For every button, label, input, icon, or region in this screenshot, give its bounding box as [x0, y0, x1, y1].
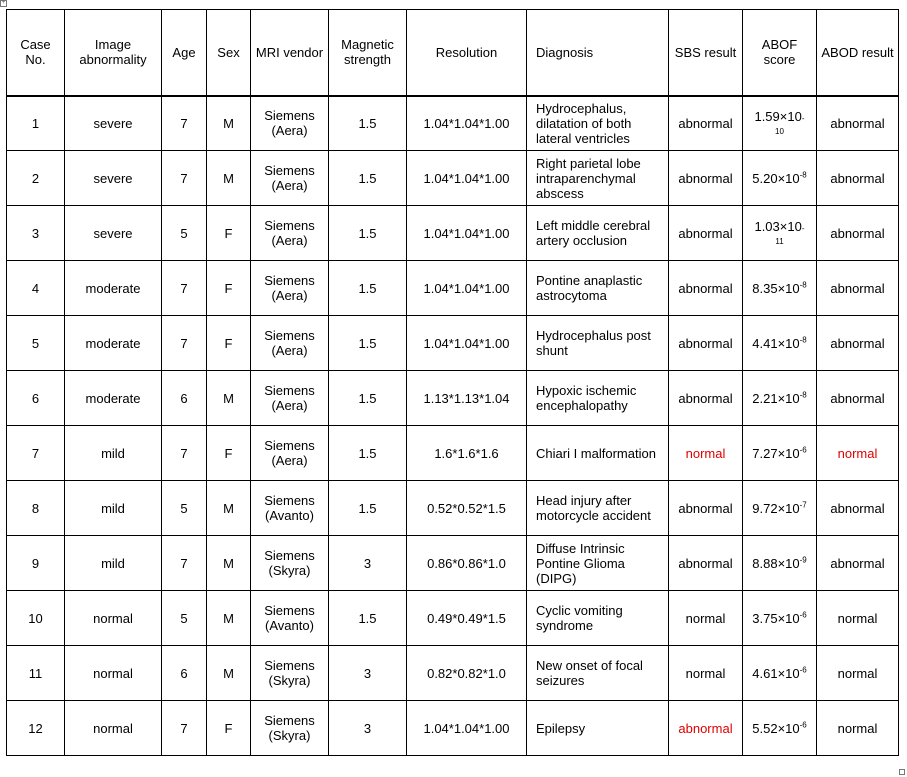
cell-case-no: 3 — [7, 206, 65, 261]
abof-exponent: -6 — [799, 445, 807, 455]
cell-magnetic-strength: 1.5 — [329, 316, 407, 371]
cell-sex: M — [207, 371, 251, 426]
cell-sbs-result: abnormal — [669, 96, 743, 151]
table-row — [7, 426, 899, 481]
times-ten-glyph: ×10 — [779, 108, 802, 124]
abof-value — [752, 391, 807, 406]
abof-value — [752, 611, 807, 626]
cell-abof-score — [743, 96, 817, 151]
table-row — [7, 701, 899, 756]
table-row — [7, 591, 899, 646]
cell-sex: M — [207, 96, 251, 151]
cell-magnetic-strength: 1.5 — [329, 426, 407, 481]
cell-mri-vendor: Siemens (Aera) — [251, 261, 329, 316]
cell-resolution: 0.52*0.52*1.5 — [407, 481, 527, 536]
cell-case-no: 4 — [7, 261, 65, 316]
cell-resolution: 1.04*1.04*1.00 — [407, 316, 527, 371]
table-row — [7, 481, 899, 536]
cell-case-no: 9 — [7, 536, 65, 591]
table-row — [7, 316, 899, 371]
times-ten-glyph: ×10 — [777, 170, 800, 186]
cell-case-no: 8 — [7, 481, 65, 536]
cell-image-abnormality: normal — [65, 591, 162, 646]
abof-value — [752, 666, 807, 681]
cell-age: 6 — [162, 646, 207, 701]
column-header-image-abnormality: Image abnormality — [65, 10, 162, 96]
cell-mri-vendor: Siemens (Avanto) — [251, 481, 329, 536]
abof-value — [752, 721, 807, 736]
cell-image-abnormality: moderate — [65, 261, 162, 316]
cell-image-abnormality: normal — [65, 646, 162, 701]
cell-abof-score — [743, 536, 817, 591]
cell-abof-score — [743, 591, 817, 646]
cell-mri-vendor: Siemens (Aera) — [251, 151, 329, 206]
results-table — [6, 9, 899, 756]
column-header-abod-result: ABOD result — [817, 10, 899, 96]
times-ten-glyph: ×10 — [777, 445, 800, 461]
cell-sbs-result: abnormal — [669, 316, 743, 371]
column-header-diagnosis: Diagnosis — [527, 10, 669, 96]
cell-resolution: 1.6*1.6*1.6 — [407, 426, 527, 481]
cell-diagnosis: Diffuse Intrinsic Pontine Glioma (DIPG) — [527, 536, 669, 591]
cell-case-no: 6 — [7, 371, 65, 426]
cell-resolution: 0.82*0.82*1.0 — [407, 646, 527, 701]
cell-diagnosis: Cyclic vomiting syndrome — [527, 591, 669, 646]
cell-abof-score — [743, 481, 817, 536]
cell-image-abnormality: severe — [65, 151, 162, 206]
abof-mantissa: 2.21 — [752, 390, 778, 406]
cell-age: 5 — [162, 481, 207, 536]
cell-mri-vendor: Siemens (Aera) — [251, 426, 329, 481]
cell-abod-result: normal — [817, 646, 899, 701]
table-body — [7, 96, 899, 756]
cell-sbs-result: abnormal — [669, 261, 743, 316]
abof-exponent: -9 — [799, 555, 807, 565]
abof-exponent: -6 — [799, 665, 807, 675]
cell-abof-score — [743, 151, 817, 206]
cell-resolution: 0.86*0.86*1.0 — [407, 536, 527, 591]
times-ten-glyph: ×10 — [777, 720, 800, 736]
abof-exponent: -10 — [775, 113, 805, 136]
abof-mantissa: 4.61 — [752, 665, 778, 681]
abof-exponent: -7 — [799, 500, 807, 510]
abof-exponent: -8 — [799, 170, 807, 180]
cell-case-no: 2 — [7, 151, 65, 206]
cell-image-abnormality: mild — [65, 481, 162, 536]
abof-mantissa: 8.88 — [752, 555, 778, 571]
times-ten-glyph: ×10 — [777, 280, 800, 296]
cell-age: 7 — [162, 426, 207, 481]
cell-sex: F — [207, 206, 251, 261]
table-resize-handle-icon[interactable] — [899, 769, 905, 775]
abof-exponent: -8 — [799, 280, 807, 290]
table-row — [7, 151, 899, 206]
cell-abod-result: abnormal — [817, 316, 899, 371]
table-row — [7, 536, 899, 591]
times-ten-glyph: ×10 — [777, 500, 800, 516]
cell-abof-score — [743, 701, 817, 756]
abof-value — [752, 446, 807, 461]
cell-resolution: 1.13*1.13*1.04 — [407, 371, 527, 426]
cell-mri-vendor: Siemens (Aera) — [251, 96, 329, 151]
cell-case-no: 11 — [7, 646, 65, 701]
times-ten-glyph: ×10 — [777, 390, 800, 406]
cell-sex: F — [207, 701, 251, 756]
cell-magnetic-strength: 3 — [329, 536, 407, 591]
cell-age: 7 — [162, 536, 207, 591]
cell-age: 6 — [162, 371, 207, 426]
cell-image-abnormality: severe — [65, 96, 162, 151]
cell-age: 5 — [162, 591, 207, 646]
cell-sbs-result: normal — [669, 591, 743, 646]
cell-image-abnormality: severe — [65, 206, 162, 261]
cell-sex: M — [207, 481, 251, 536]
cell-resolution: 1.04*1.04*1.00 — [407, 261, 527, 316]
column-header-abof-score: ABOF score — [743, 10, 817, 96]
cell-resolution: 1.04*1.04*1.00 — [407, 206, 527, 261]
times-ten-glyph: ×10 — [777, 335, 800, 351]
header-row — [7, 10, 899, 96]
cell-sex: M — [207, 151, 251, 206]
cell-magnetic-strength: 1.5 — [329, 591, 407, 646]
cell-resolution: 0.49*0.49*1.5 — [407, 591, 527, 646]
cell-abod-result: abnormal — [817, 536, 899, 591]
cell-sex: F — [207, 426, 251, 481]
table-move-handle-icon[interactable]: + — [1, 0, 6, 6]
cell-abod-result: normal — [817, 701, 899, 756]
column-header-resolution: Resolution — [407, 10, 527, 96]
abof-mantissa: 7.27 — [752, 445, 778, 461]
abof-value — [752, 220, 808, 246]
abof-value — [752, 110, 808, 136]
cell-mri-vendor: Siemens (Aera) — [251, 316, 329, 371]
cell-age: 7 — [162, 96, 207, 151]
column-header-sex: Sex — [207, 10, 251, 96]
abof-mantissa: 1.59 — [754, 108, 780, 124]
table-row — [7, 261, 899, 316]
abof-value — [752, 171, 807, 186]
cell-abof-score — [743, 316, 817, 371]
cell-diagnosis: Pontine anaplastic astrocytoma — [527, 261, 669, 316]
abof-mantissa: 4.41 — [752, 335, 778, 351]
times-ten-glyph: ×10 — [777, 555, 800, 571]
cell-sbs-result: abnormal — [669, 536, 743, 591]
cell-age: 7 — [162, 261, 207, 316]
cell-magnetic-strength: 1.5 — [329, 371, 407, 426]
cell-sbs-result: abnormal — [669, 481, 743, 536]
cell-case-no: 12 — [7, 701, 65, 756]
table-row — [7, 646, 899, 701]
cell-diagnosis: Hydrocephalus post shunt — [527, 316, 669, 371]
abof-value — [752, 556, 807, 571]
cell-mri-vendor: Siemens (Aera) — [251, 371, 329, 426]
abof-mantissa: 3.75 — [752, 610, 778, 626]
abof-exponent: -8 — [799, 335, 807, 345]
cell-abod-result: abnormal — [817, 371, 899, 426]
cell-image-abnormality: mild — [65, 426, 162, 481]
cell-diagnosis: Right parietal lobe intraparenchymal abscess — [527, 151, 669, 206]
cell-mri-vendor: Siemens (Skyra) — [251, 701, 329, 756]
abof-mantissa: 8.35 — [752, 280, 778, 296]
column-header-magnetic-strength: Magnetic strength — [329, 10, 407, 96]
cell-case-no: 1 — [7, 96, 65, 151]
cell-mri-vendor: Siemens (Skyra) — [251, 646, 329, 701]
cell-abof-score — [743, 261, 817, 316]
cell-diagnosis: Chiari I malformation — [527, 426, 669, 481]
cell-diagnosis: Epilepsy — [527, 701, 669, 756]
cell-abod-result: abnormal — [817, 151, 899, 206]
cell-diagnosis: Hypoxic ischemic encephalopathy — [527, 371, 669, 426]
cell-resolution: 1.04*1.04*1.00 — [407, 96, 527, 151]
cell-sex: M — [207, 591, 251, 646]
cell-age: 7 — [162, 151, 207, 206]
column-header-age: Age — [162, 10, 207, 96]
cell-magnetic-strength: 1.5 — [329, 151, 407, 206]
times-ten-glyph: ×10 — [777, 610, 800, 626]
column-header-mri-vendor: MRI vendor — [251, 10, 329, 96]
cell-abof-score — [743, 426, 817, 481]
cell-abod-result: abnormal — [817, 481, 899, 536]
cell-magnetic-strength: 1.5 — [329, 481, 407, 536]
cell-image-abnormality: mild — [65, 536, 162, 591]
cell-abof-score — [743, 646, 817, 701]
cell-image-abnormality: normal — [65, 701, 162, 756]
cell-image-abnormality: moderate — [65, 316, 162, 371]
cell-mri-vendor: Siemens (Aera) — [251, 206, 329, 261]
cell-sbs-result: abnormal — [669, 151, 743, 206]
cell-age: 7 — [162, 316, 207, 371]
cell-abof-score — [743, 206, 817, 261]
abof-value — [752, 501, 807, 516]
cell-abod-result: normal — [817, 426, 899, 481]
cell-magnetic-strength: 1.5 — [329, 261, 407, 316]
column-header-sbs-result: SBS result — [669, 10, 743, 96]
abof-mantissa: 9.72 — [752, 500, 778, 516]
cell-sex: M — [207, 536, 251, 591]
cell-sbs-result: abnormal — [669, 701, 743, 756]
cell-sbs-result: abnormal — [669, 371, 743, 426]
abof-mantissa: 5.52 — [752, 720, 778, 736]
cell-sex: M — [207, 646, 251, 701]
cell-magnetic-strength: 3 — [329, 646, 407, 701]
cell-case-no: 10 — [7, 591, 65, 646]
cell-abod-result: normal — [817, 591, 899, 646]
cell-diagnosis: Left middle cerebral artery occlusion — [527, 206, 669, 261]
cell-magnetic-strength: 1.5 — [329, 206, 407, 261]
column-header-case-no: Case No. — [7, 10, 65, 96]
abof-mantissa: 5.20 — [752, 170, 778, 186]
cell-sbs-result: normal — [669, 646, 743, 701]
table-row — [7, 371, 899, 426]
cell-sbs-result: normal — [669, 426, 743, 481]
times-ten-glyph: ×10 — [779, 218, 802, 234]
cell-diagnosis: Hydrocephalus, dilatation of both lateral ventricles — [527, 96, 669, 151]
times-ten-glyph: ×10 — [777, 665, 800, 681]
table-row — [7, 96, 899, 151]
cell-abof-score — [743, 371, 817, 426]
cell-abod-result: abnormal — [817, 96, 899, 151]
cell-image-abnormality: moderate — [65, 371, 162, 426]
abof-exponent: -6 — [799, 720, 807, 730]
cell-mri-vendor: Siemens (Avanto) — [251, 591, 329, 646]
cell-abod-result: abnormal — [817, 206, 899, 261]
cell-mri-vendor: Siemens (Skyra) — [251, 536, 329, 591]
cell-sex: F — [207, 316, 251, 371]
cell-sbs-result: abnormal — [669, 206, 743, 261]
cell-case-no: 7 — [7, 426, 65, 481]
cell-magnetic-strength: 3 — [329, 701, 407, 756]
cell-magnetic-strength: 1.5 — [329, 96, 407, 151]
cell-sex: F — [207, 261, 251, 316]
abof-exponent: -11 — [775, 223, 805, 246]
abof-value — [752, 336, 807, 351]
cell-diagnosis: Head injury after motorcycle accident — [527, 481, 669, 536]
cell-case-no: 5 — [7, 316, 65, 371]
table-row — [7, 206, 899, 261]
cell-age: 5 — [162, 206, 207, 261]
cell-resolution: 1.04*1.04*1.00 — [407, 151, 527, 206]
abof-exponent: -8 — [799, 390, 807, 400]
abof-value — [752, 281, 807, 296]
cell-resolution: 1.04*1.04*1.00 — [407, 701, 527, 756]
abof-exponent: -6 — [799, 610, 807, 620]
abof-mantissa: 1.03 — [754, 218, 780, 234]
cell-abod-result: abnormal — [817, 261, 899, 316]
cell-diagnosis: New onset of focal seizures — [527, 646, 669, 701]
cell-age: 7 — [162, 701, 207, 756]
